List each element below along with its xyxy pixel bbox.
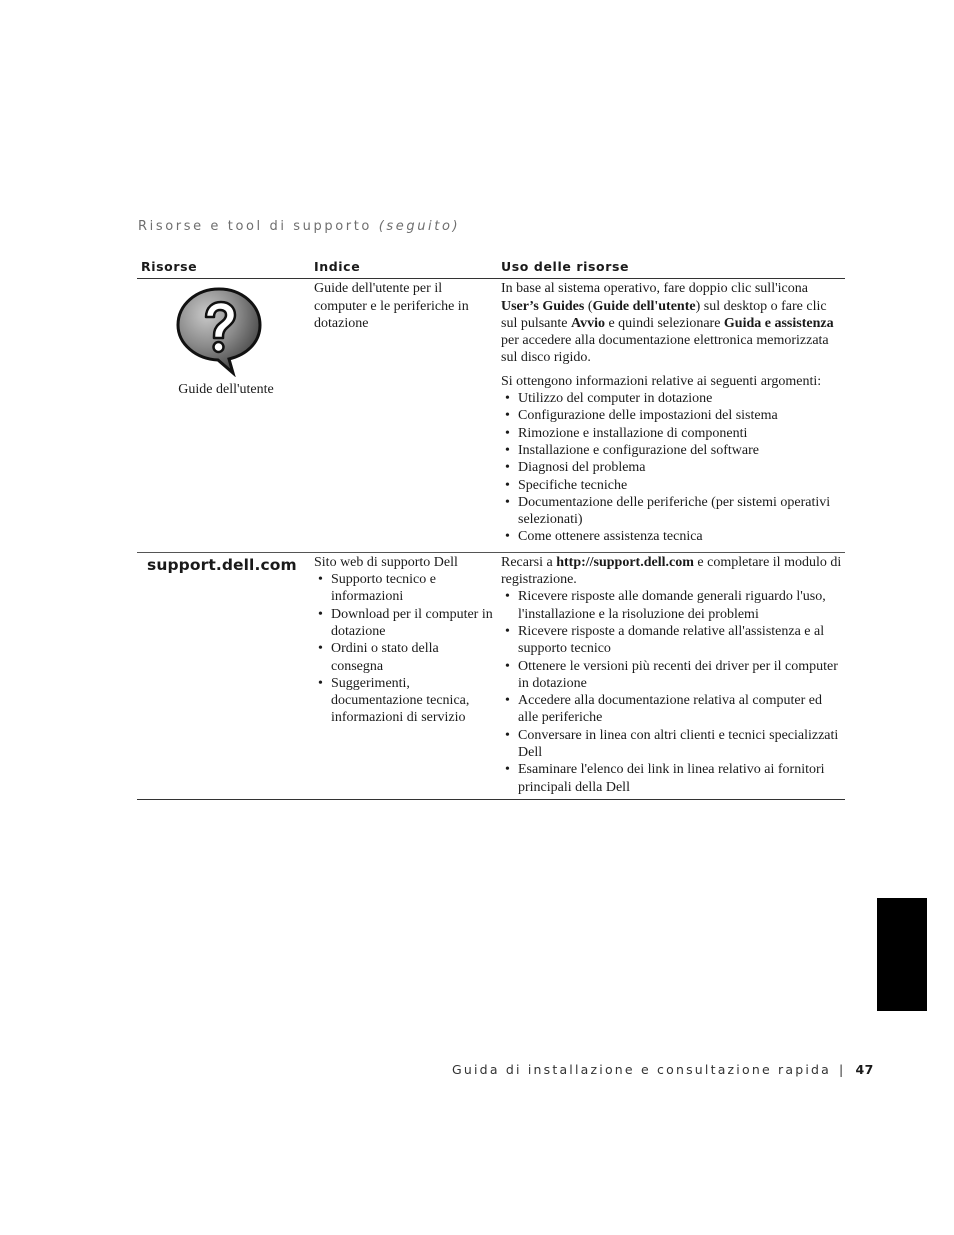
usage-text: per accedere alla documentazione elettronica memorizzata sul disco rigido. xyxy=(501,333,829,366)
list-item: • Accedere alla documentazione relativa al computer ed alle periferiche xyxy=(501,692,845,727)
footer-separator: | xyxy=(839,1062,846,1077)
list-item: • Diagnosi del problema xyxy=(501,459,845,476)
header-indice: Indice xyxy=(307,256,498,279)
list-item: • Rimozione e installazione di componenti xyxy=(501,425,845,442)
list-item: • Come ottenere assistenza tecnica xyxy=(501,528,845,545)
table-row xyxy=(137,279,845,552)
support-site-logo: support.dell.com xyxy=(147,555,297,574)
resource-cell xyxy=(137,552,307,799)
usage-bullet-list xyxy=(501,390,845,546)
table-header-row xyxy=(137,256,845,279)
list-item: • Ottenere le versioni più recenti dei driver per il computer in dotazione xyxy=(501,658,845,693)
header-uso: Uso delle risorse xyxy=(498,256,845,279)
usage-bold-term: User’s Guides xyxy=(501,298,585,314)
usage-text: ) sul desktop o fare clic sul pulsante xyxy=(501,298,827,331)
usage-text: e quindi selezionare xyxy=(604,315,724,331)
index-bullet-list xyxy=(314,571,494,727)
list-item: • Ricevere risposte alle domande generali riguardo l'uso, l'installazione e la risoluzione dei problemi xyxy=(501,588,845,623)
usage-cell xyxy=(498,552,845,799)
footer-title: Guida di installazione e consultazione rapida xyxy=(452,1062,832,1077)
caption-suffix: (seguito) xyxy=(378,219,461,234)
usage-cell xyxy=(498,279,845,552)
list-item: • Ricevere risposte a domande relative all'assistenza e al supporto tecnico xyxy=(501,623,845,658)
header-risorse: Risorse xyxy=(137,256,307,279)
page-footer xyxy=(452,1062,874,1077)
list-item: • Configurazione delle impostazioni del sistema xyxy=(501,407,845,424)
list-item: • Supporto tecnico e informazioni xyxy=(314,571,494,606)
list-item: • Download per il computer in dotazione xyxy=(314,606,494,641)
resource-label: Guide dell'utente xyxy=(178,382,274,398)
list-item: • Esaminare l'elenco dei link in linea relativo ai fornitori principali della Dell xyxy=(501,761,845,796)
list-item: • Installazione e configurazione del software xyxy=(501,442,845,459)
usage-bold-term: Guida e assistenza xyxy=(723,315,834,331)
list-item: • Utilizzo del computer in dotazione xyxy=(501,390,845,407)
section-tab-marker xyxy=(877,898,927,1011)
index-cell: Guide dell'utente per il computer e le periferiche in dotazione xyxy=(307,279,498,552)
usage-paragraph xyxy=(501,554,845,589)
index-title: Sito web di supporto Dell xyxy=(314,554,458,570)
table-row xyxy=(137,552,845,799)
list-item: • Specifiche tecniche xyxy=(501,477,845,494)
question-speech-bubble-icon xyxy=(173,285,265,377)
list-item: • Documentazione delle periferiche (per sistemi operativi selezionati) xyxy=(501,494,845,529)
usage-bold-term: Avvio xyxy=(571,315,605,331)
usage-text: ( xyxy=(584,298,593,314)
usage-text: In base al sistema operativo, fare doppio clic sull'icona xyxy=(501,281,808,297)
caption-title: Risorse e tool di supporto xyxy=(138,219,372,234)
index-cell xyxy=(307,552,498,799)
support-url: http://support.dell.com xyxy=(556,554,694,570)
usage-paragraph: Si ottengono informazioni relative ai seguenti argomenti: xyxy=(501,373,822,389)
usage-text: Recarsi a xyxy=(501,554,557,570)
resource-cell xyxy=(137,279,307,552)
list-item: • Ordini o stato della consegna xyxy=(314,640,494,675)
resources-table xyxy=(137,256,845,800)
usage-bold-term: Guide dell'utente xyxy=(592,298,696,314)
usage-text: e completare il modulo di registrazione. xyxy=(501,554,842,588)
list-item: • Conversare in linea con altri clienti e tecnici specializzati Dell xyxy=(501,727,845,762)
usage-paragraph xyxy=(501,280,845,366)
table-caption xyxy=(138,219,460,234)
page-number: 47 xyxy=(855,1062,874,1077)
list-item: • Suggerimenti, documentazione tecnica, informazioni di servizio xyxy=(314,675,494,727)
usage-bullet-list xyxy=(501,588,845,796)
